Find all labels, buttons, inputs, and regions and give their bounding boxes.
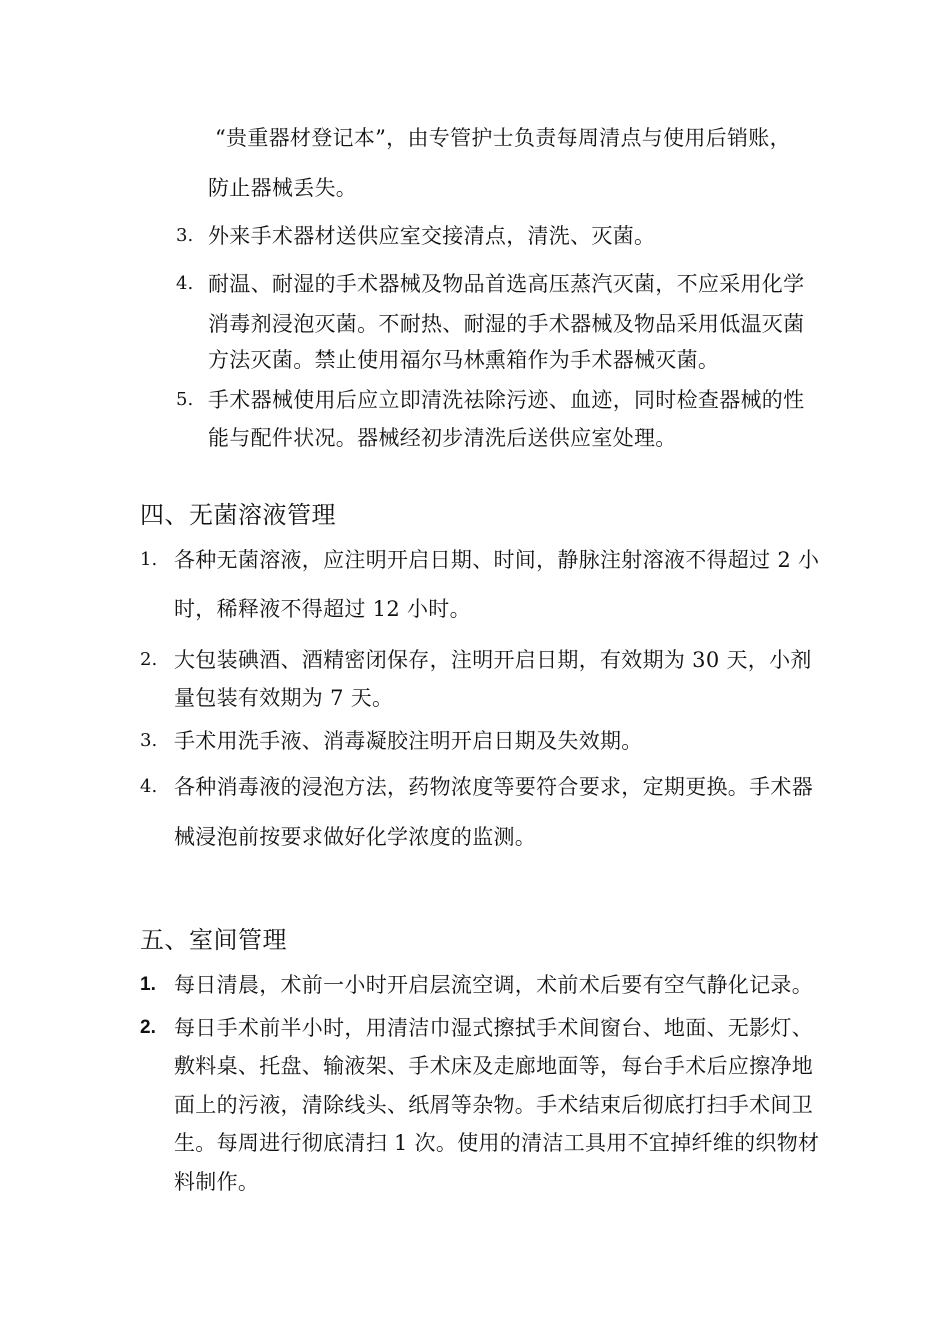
- list-item-line: 敷料桌、托盘、输液架、手术床及走廊地面等，每台手术后应擦净地: [174, 1054, 813, 1078]
- list-item-line: 面上的污液，清除线头、纸屑等杂物。手术结束后彻底打扫手术间卫: [174, 1093, 813, 1117]
- paragraph-line: 防止器械丢失。: [208, 176, 358, 200]
- list-item-line: 械浸泡前按要求做好化学浓度的监测。: [174, 825, 537, 849]
- list-item-line: 各种消毒液的浸泡方法，药物浓度等要符合要求，定期更换。手术器: [174, 775, 813, 799]
- list-item-line: 每日手术前半小时，用清洁巾湿式擦拭手术间窗台、地面、无影灯、: [174, 1016, 813, 1040]
- list-item-line: 时，稀释液不得超过 12 小时。: [174, 597, 471, 621]
- list-item-line: 手术器械使用后应立即清洗祛除污迹、血迹，同时检查器械的性: [208, 388, 805, 412]
- section-heading: 四、无菌溶液管理: [140, 501, 336, 529]
- list-number: 2.: [140, 1017, 156, 1038]
- list-item-line: 料制作。: [174, 1170, 260, 1194]
- list-number: 3.: [140, 730, 158, 751]
- list-number: 5.: [176, 389, 194, 410]
- list-number: 4.: [140, 776, 158, 797]
- list-number: 3.: [176, 225, 194, 246]
- list-item-line: 量包装有效期为 7 天。: [174, 686, 394, 710]
- list-item-line: 各种无菌溶液，应注明开启日期、时间，静脉注射溶液不得超过 2 小: [174, 548, 820, 572]
- list-item-line: 每日清晨，术前一小时开启层流空调，术前术后要有空气静化记录。: [174, 973, 813, 997]
- list-number: 1.: [140, 549, 158, 570]
- list-number: 2.: [140, 649, 158, 670]
- list-item-line: 方法灭菌。禁止使用福尔马林熏箱作为手术器械灭菌。: [208, 348, 720, 372]
- list-item-line: 生。每周进行彻底清扫 1 次。使用的清洁工具用不宜掉纤维的织物材: [174, 1131, 820, 1155]
- section-heading: 五、室间管理: [140, 926, 287, 954]
- list-item-line: 消毒剂浸泡灭菌。不耐热、耐湿的手术器械及物品采用低温灭菌: [208, 312, 805, 336]
- list-item-line: 能与配件状况。器械经初步清洗后送供应室处理。: [208, 426, 677, 450]
- list-number: 4.: [176, 273, 194, 294]
- list-item-line: 手术用洗手液、消毒凝胶注明开启日期及失效期。: [174, 729, 643, 753]
- list-item-line: 耐温、耐湿的手术器械及物品首选高压蒸汽灭菌，不应采用化学: [208, 272, 805, 296]
- list-item-line: 大包装碘酒、酒精密闭保存，注明开启日期，有效期为 30 天，小剂: [174, 648, 812, 672]
- list-number: 1.: [140, 974, 156, 995]
- paragraph-line: “贵重器材登记本”，由专管护士负责每周清点与使用后销账，: [215, 126, 791, 150]
- list-item-line: 外来手术器材送供应室交接清点，清洗、灭菌。: [208, 224, 656, 248]
